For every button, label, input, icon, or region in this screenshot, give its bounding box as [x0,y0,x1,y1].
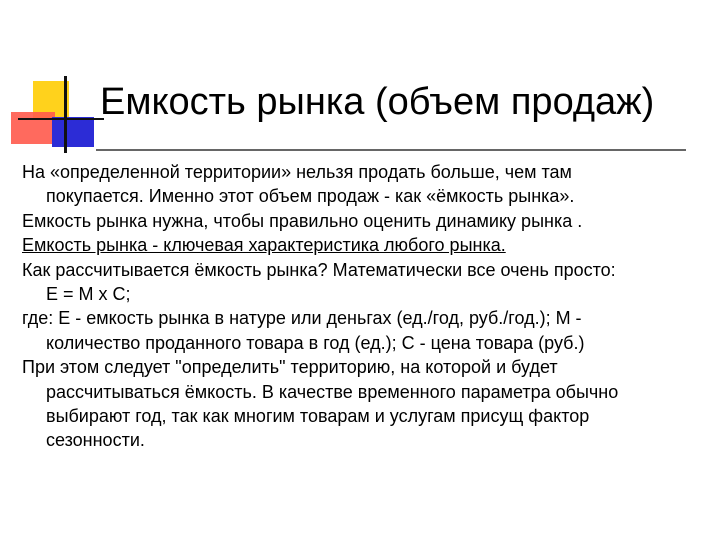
vertical-line-decoration [64,76,67,153]
slide-title: Емкость рынка (объем продаж) [100,81,655,123]
paragraph [22,233,702,257]
paragraph-continuation: рассчитываться ёмкость. В качестве временного параметра обычно [46,381,619,402]
slide-body [22,160,702,453]
paragraph-continuation: покупается. Именно этот объем продаж - как «ёмкость рынка». [46,186,575,207]
red-square-decoration [11,112,55,144]
paragraph-continuation: выбирают год, так как многим товарам и услугам присущ фактор [46,406,590,427]
paragraph-line: При этом следует "определить" территорию, на которой и будет [22,357,558,378]
paragraph-line: где: E - емкость рынка в натуре или деньгах (ед./год, руб./год.); M - [22,308,582,329]
blue-square-decoration [52,117,94,147]
paragraph [22,258,702,307]
paragraph-line: Как рассчитывается ёмкость рынка? Математически все очень просто: [22,259,616,280]
paragraph-line-underlined: Емкость рынка - ключевая характеристика любого рынка. [22,235,506,256]
paragraph [22,209,702,233]
title-underline-divider [96,149,686,151]
paragraph [22,160,702,209]
formula-line: E = M x C; [46,284,131,305]
paragraph-continuation: сезонности. [46,430,145,451]
paragraph-line: На «определенной территории» нельзя продать больше, чем там [22,162,572,182]
paragraph [22,306,702,355]
paragraph [22,355,702,453]
horizontal-line-decoration [18,118,104,120]
paragraph-continuation: количество проданного товара в год (ед.); C - цена товара (руб.) [46,332,585,353]
paragraph-line: Емкость рынка нужна, чтобы правильно оценить динамику рынка . [22,210,583,231]
